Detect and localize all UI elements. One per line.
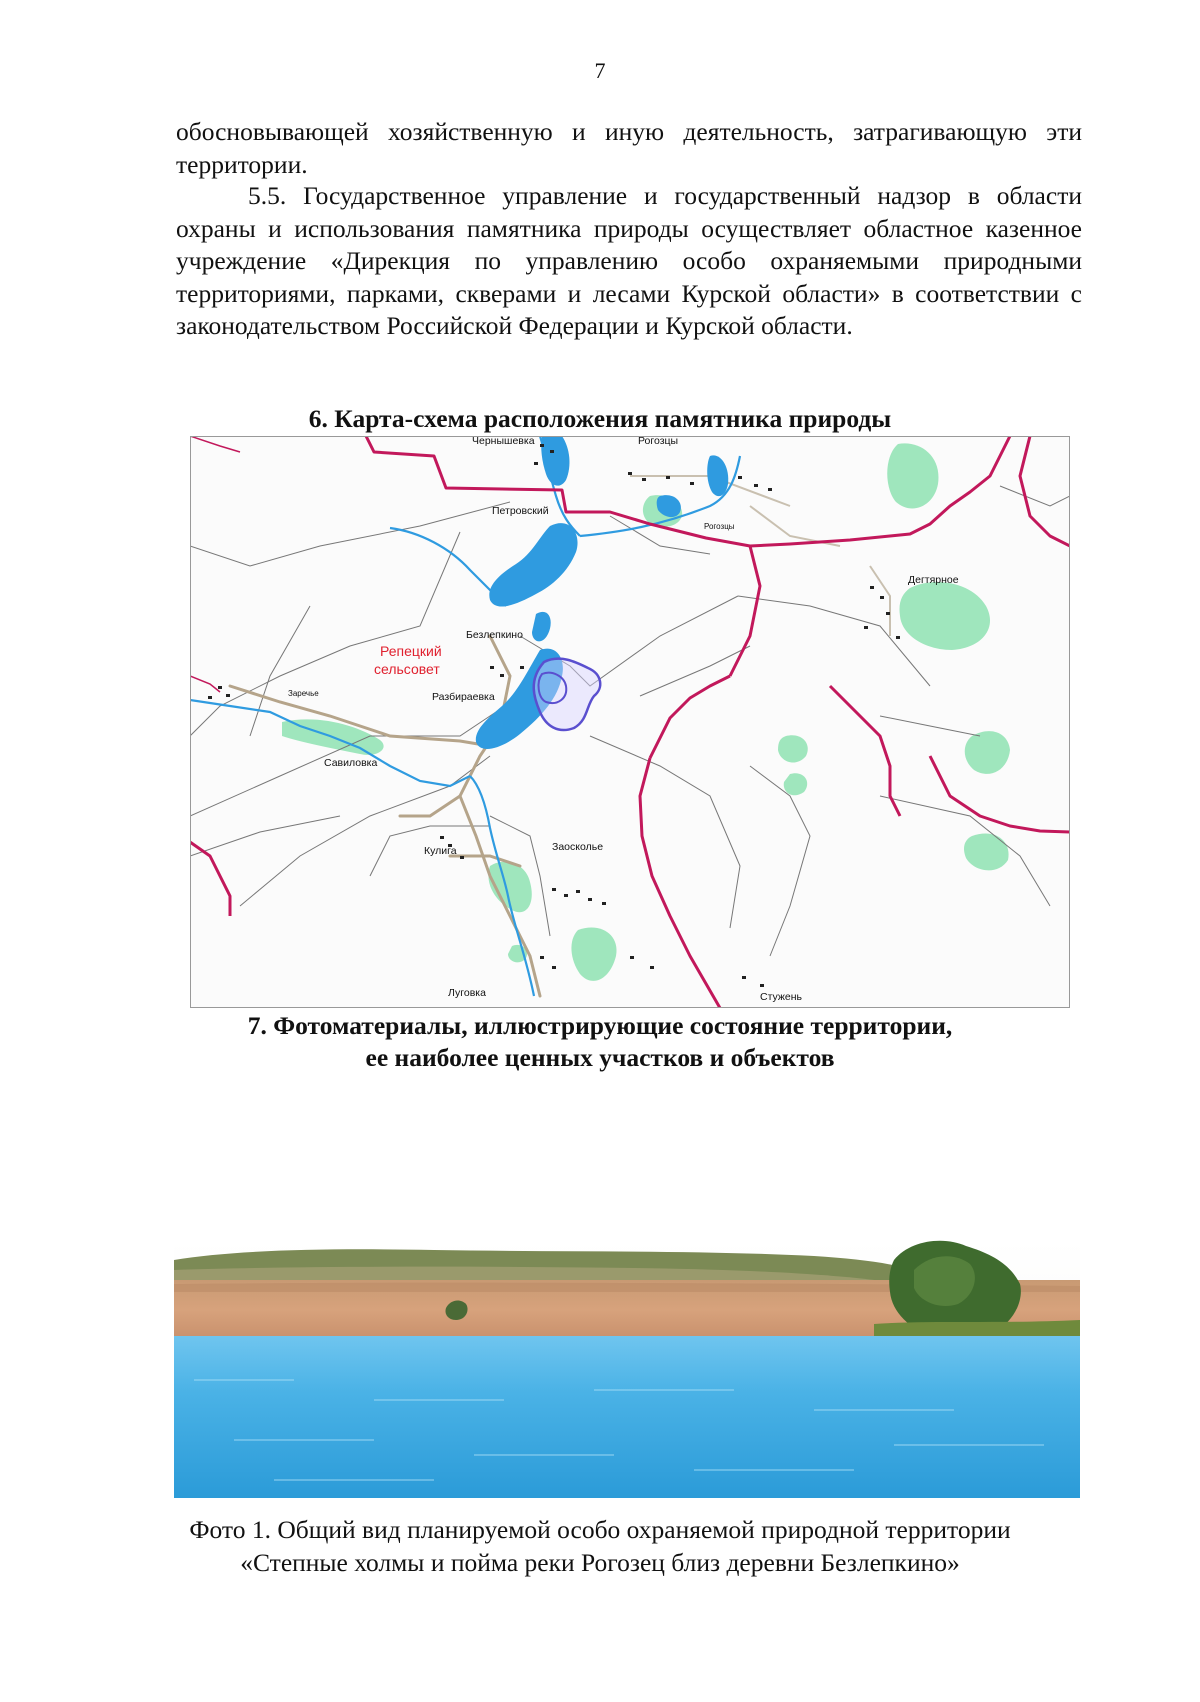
photo-landscape	[174, 1240, 1080, 1498]
label-zarechye: Заречье	[288, 689, 319, 698]
paragraph-5-5: 5.5. Государственное управление и государственный надзор в области охраны и использования памятника природы осуществляет областное казенное учреждение «Дирекция по управлению особо охраняемыми природными территориями, парками, скверами и лесами Курской области» в соответствии с законодательством Российской Федерации и Курской области.	[176, 181, 1082, 340]
label-chernyshevka: Чернышевка	[472, 436, 535, 447]
label-petrovsky: Петровский	[492, 505, 549, 517]
label-lugovka: Луговка	[448, 987, 486, 999]
photo-caption-line2: «Степные холмы и пойма реки Рогозец близ деревни Безлепкино»	[240, 1547, 960, 1577]
roads	[230, 636, 540, 996]
label-savilovka: Савиловка	[324, 757, 378, 769]
paragraph-continuation: обосновывающей хозяйственную и иную деятельность, затрагивающую эти территории.	[176, 117, 1082, 179]
label-razbiraevka: Разбираевка	[432, 691, 495, 703]
label-degtyarnoe: Дегтярное	[908, 574, 959, 586]
label-rogozcy: Рогозцы	[638, 436, 679, 447]
label-rogozcy-small: Рогозцы	[704, 522, 735, 531]
photo-caption	[0, 1514, 1200, 1579]
map-drawing	[190, 436, 1070, 1008]
label-zaoskolye: Заосколье	[552, 841, 604, 853]
label-stuzhen: Стужень	[760, 991, 803, 1003]
page-number: 7	[594, 58, 606, 83]
location-map	[190, 436, 1070, 1008]
section-6-heading: 6. Карта-схема расположения памятника природы	[308, 404, 892, 433]
minor-admin-boundaries	[190, 436, 240, 692]
label-repetsky-selsovet-line1: Репецкий	[380, 643, 442, 659]
photo-drawing	[174, 1240, 1080, 1498]
section-7-heading	[0, 1010, 1200, 1074]
section-7-heading-line2: ее наиболее ценных участков и объектов	[365, 1043, 835, 1072]
photo-caption-line1: Фото 1. Общий вид планируемой особо охраняемой природной территории	[189, 1515, 1011, 1544]
label-kuliga: Кулига	[424, 845, 457, 857]
protected-area-boundary	[534, 659, 601, 730]
label-bezlepkino: Безлепкино	[466, 629, 523, 641]
section-7-heading-line1: 7. Фотоматериалы, иллюстрирующие состояние территории,	[247, 1011, 953, 1040]
label-repetsky-selsovet-line2: сельсовет	[374, 661, 440, 677]
